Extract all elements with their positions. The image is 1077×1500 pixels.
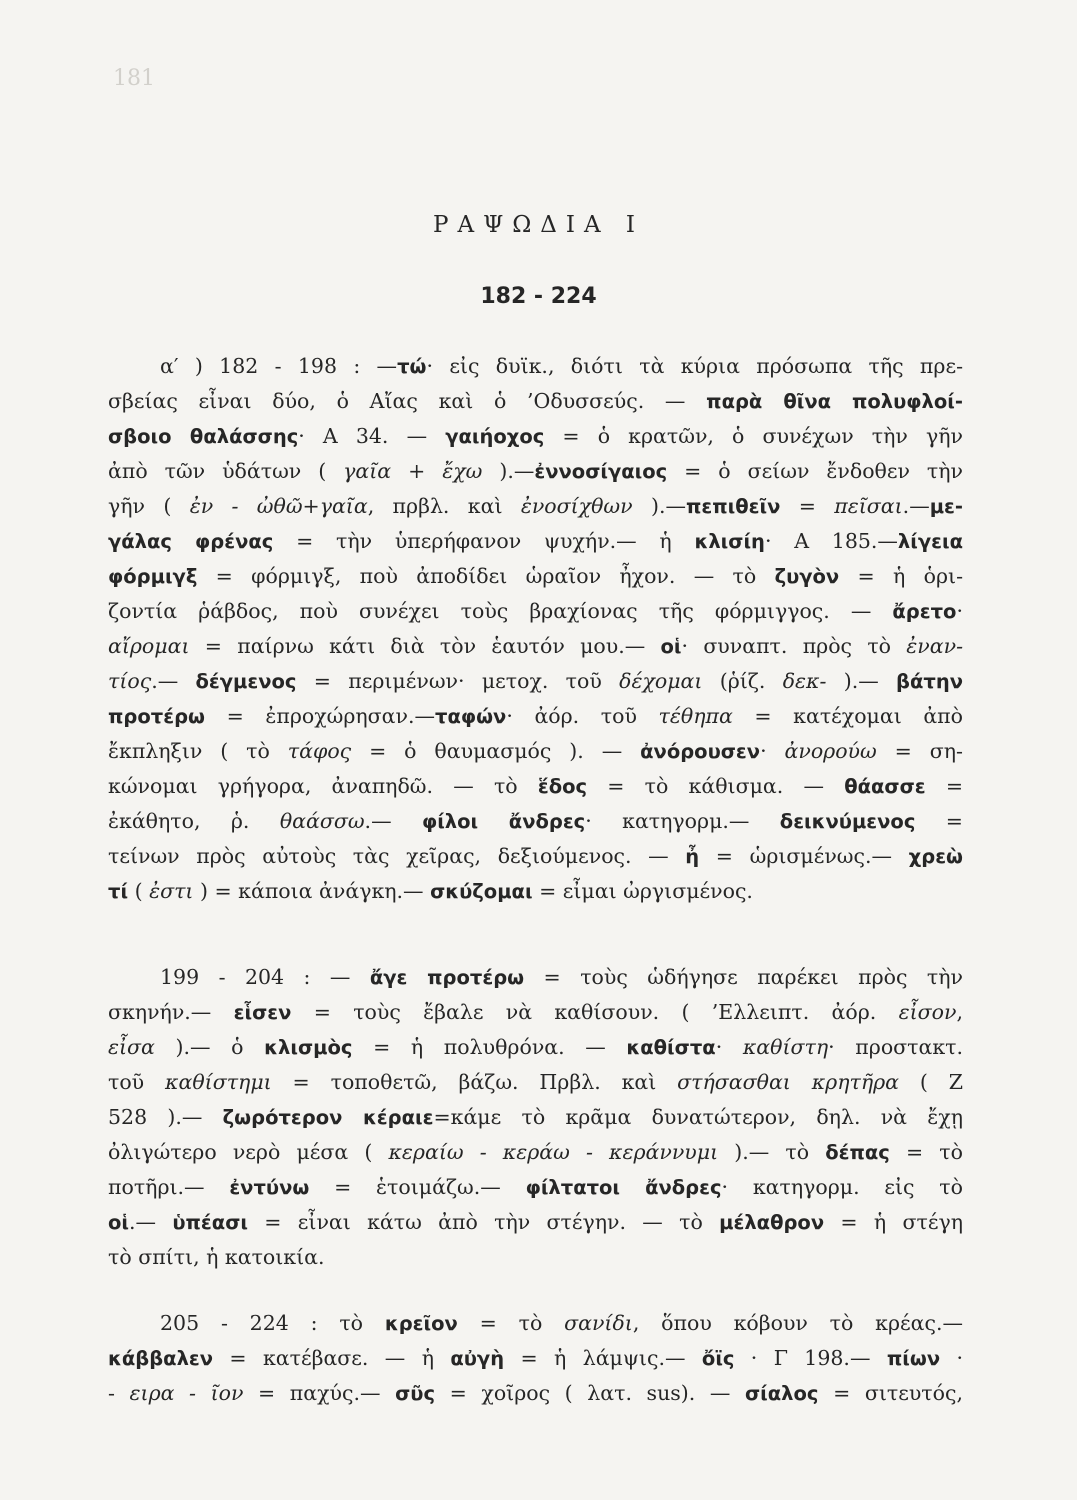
gloss-text: τείνων πρὸς αὐτοὺς τὰς χεῖρας, δεξιούμενος. — [108, 844, 686, 868]
gloss-text: = [915, 809, 963, 833]
lemma-term: οἱ [660, 635, 682, 658]
lemma-term: προτέρω [108, 705, 205, 728]
gloss-text: .— [151, 669, 196, 693]
gloss-text: ἔκπληξιν ( τὸ [108, 739, 288, 763]
italic-term: τίος [108, 669, 152, 693]
italic-term: καθίστημι [165, 1070, 272, 1094]
gloss-text: - [108, 1381, 130, 1405]
gloss-text: · κατηγορμ.— [585, 809, 780, 833]
gloss-text: · ἀόρ. τοῦ [506, 704, 659, 728]
lemma-term: κρεῖον [384, 1312, 458, 1335]
gloss-text: = ἡ στέγη [824, 1210, 963, 1234]
italic-term: κεραίω - κεράω - κεράννυμι [388, 1140, 719, 1164]
italic-term: πεῖσαι [834, 494, 903, 518]
lemma-term: ζυγὸν [774, 565, 840, 588]
lemma-term: σῦς [395, 1382, 436, 1405]
gloss-text: , πρβλ. καὶ [367, 494, 521, 518]
lemma-term: ταφών [435, 705, 507, 728]
commentary-section-182-198 [108, 349, 963, 909]
lemma-term: καθίστα [626, 1036, 716, 1059]
gloss-text: = κατέχομαι ἀπὸ [732, 704, 963, 728]
commentary-section-205-224 [108, 1306, 963, 1411]
lemma-term: ἐννοσίγαιος [534, 460, 668, 483]
lemma-term: δέγμενος [195, 670, 297, 693]
lemma-term: σκύζομαι [430, 880, 533, 903]
gloss-text: = τὸ κάθισμα. — [587, 774, 845, 798]
gloss-text: · [760, 739, 785, 763]
gloss-text: σκηνήν.— [108, 1000, 234, 1024]
text-line [108, 524, 963, 559]
lemma-term: χρεὼ [908, 845, 963, 868]
gloss-text: ζοντία ῥάβδος, ποὺ συνέχει τοὺς βραχίονας τῆς φόρμιγγος. — [108, 599, 893, 623]
lemma-term: μέλαθρον [719, 1211, 825, 1234]
text-line [108, 559, 963, 594]
gloss-text: · Γ 198.— [734, 1346, 887, 1370]
gloss-text: = χοῖρος ( λατ. sus). — [435, 1381, 745, 1405]
gloss-text: α′ ) 182 - 198 : — [160, 354, 398, 378]
gloss-text: κώνομαι γρήγορα, ἀναπηδῶ. — τὸ [108, 774, 538, 798]
text-line [108, 384, 963, 419]
gloss-text: = τὸ [457, 1311, 565, 1335]
gloss-text: 205 - 224 : τὸ [160, 1311, 385, 1335]
gloss-text: = ἡ πολυθρόνα. — [352, 1035, 627, 1059]
text-line [108, 1306, 963, 1341]
lemma-term: λίγεια [897, 530, 963, 553]
italic-term: σανίδι [564, 1311, 633, 1335]
gloss-text: · προστακτ. [828, 1035, 963, 1059]
italic-term: στήσασθαι κρητῆρα [677, 1070, 900, 1094]
gloss-text: ( [128, 879, 150, 903]
italic-term: ἐστι [149, 879, 194, 903]
gloss-text: = ση- [876, 739, 963, 763]
italic-term: δέχομαι [619, 669, 703, 693]
gloss-text: = ὁ θαυμασμός ). — [351, 739, 641, 763]
gloss-text: = φόρμιγξ, ποὺ ἀποδίδει ὡραῖον ἦχον. — τὸ [197, 564, 775, 588]
gloss-text: = τοὺς ὡδήγησε παρέκει πρὸς τὴν [524, 965, 963, 989]
gloss-text: .— [129, 1210, 173, 1234]
gloss-text: τὸ σπίτι, ἡ κατοικία. [108, 1245, 325, 1269]
gloss-text: ) = κάποια ἀνάγκη.— [193, 879, 431, 903]
text-line [108, 1205, 963, 1240]
lemma-term: ἦ [685, 845, 700, 868]
lemma-term: πεπιθεῖν [685, 495, 781, 518]
text-line [108, 699, 963, 734]
italic-term: τέθηπα [658, 704, 733, 728]
gloss-text: 199 - 204 : — [160, 965, 370, 989]
gloss-text: = [925, 774, 963, 798]
gloss-text: , [956, 1000, 963, 1024]
gloss-text: · κατηγορμ. εἰς τὸ [721, 1175, 963, 1199]
gloss-text: ὀλιγώτερο νερὸ μέσα ( [108, 1140, 389, 1164]
gloss-text: ).— ὁ [154, 1035, 265, 1059]
gloss-text: = ὁ σείων ἔνδοθεν τὴν [667, 459, 963, 483]
lemma-term: κλισμὸς [264, 1036, 353, 1059]
text-line [108, 454, 963, 489]
lemma-term: γάλας φρένας [108, 530, 274, 553]
italic-term: καθίστη [742, 1035, 829, 1059]
gloss-text: = σιτευτός, [818, 1381, 963, 1405]
gloss-text: = ἑτοιμάζω.— [309, 1175, 526, 1199]
italic-term: ἐναν- [906, 634, 963, 658]
gloss-text: ἐκάθητο, ῥ. [108, 809, 280, 833]
gloss-text: .— [364, 809, 422, 833]
gloss-text: · [715, 1035, 743, 1059]
gloss-text: · Α 185.— [764, 529, 898, 553]
text-line [108, 629, 963, 664]
lemma-term: παρὰ θῖνα πολυφλοί- [706, 390, 963, 413]
italic-term: ἀνορούω [784, 739, 877, 763]
text-line [108, 1030, 963, 1065]
lemma-term: οἱ [108, 1211, 129, 1234]
gloss-text: = παίρνω κάτι διὰ τὸν ἑαυτόν μου.— [189, 634, 661, 658]
text-line [108, 489, 963, 524]
lemma-term: ζωρότερον κέραιε [222, 1106, 434, 1129]
italic-term: ειρα - ῖον [129, 1381, 244, 1405]
italic-term: εἶσα [108, 1035, 155, 1059]
text-line [108, 1240, 963, 1275]
commentary-section-199-204 [108, 960, 963, 1275]
lemma-term: ἀνόρουσεν [640, 740, 761, 763]
gloss-text: = ἡ λάμψις.— [504, 1346, 702, 1370]
gloss-text: = [780, 494, 835, 518]
gloss-text: = παχύς.— [243, 1381, 396, 1405]
lemma-term: ἄρετο [892, 600, 957, 623]
text-line [108, 594, 963, 629]
text-line [108, 1341, 963, 1376]
text-line [108, 1135, 963, 1170]
gloss-text: =κάμε τὸ κρᾶμα δυνατώτερον, δηλ. νὰ ἔχῃ [433, 1105, 963, 1129]
lemma-term: φόρμιγξ [108, 565, 198, 588]
gloss-text: τοῦ [108, 1070, 166, 1094]
lemma-term: δεικνύμενος [779, 810, 916, 833]
text-line [108, 1065, 963, 1100]
line-range-heading: 182 - 224 [480, 284, 597, 309]
italic-term: εἶσον [898, 1000, 957, 1024]
lemma-term: ἐντύνω [229, 1176, 310, 1199]
text-line [108, 874, 963, 909]
lemma-term: ἄγε προτέρω [369, 966, 525, 989]
lemma-term: κάββαλεν [108, 1347, 214, 1370]
text-line [108, 769, 963, 804]
text-line [108, 664, 963, 699]
lemma-term: ὄϊς [701, 1347, 735, 1370]
lemma-term: εἷσεν [233, 1001, 292, 1024]
gloss-text: ).— τὸ [718, 1140, 826, 1164]
gloss-text: σβείας εἶναι δύο, ὁ Αἴας καὶ ὁ ’Οδυσσεύς. — [108, 389, 707, 413]
gloss-text: = τὴν ὑπερήφανον ψυχήν.— ἡ [273, 529, 695, 553]
italic-term: αἴρομαι [108, 634, 190, 658]
gloss-text: ).— [632, 494, 686, 518]
gloss-text: .— [902, 494, 930, 518]
gloss-text: · Α 34. — [298, 424, 446, 448]
italic-term: δεκ- [782, 669, 827, 693]
gloss-text: ἀπὸ τῶν ὑδάτων ( [108, 459, 344, 483]
text-line [108, 839, 963, 874]
running-title: ΡΑΨΩΔΙΑ Ι [432, 212, 645, 238]
lemma-term: αὐγὴ [450, 1347, 505, 1370]
text-line [108, 1100, 963, 1135]
lemma-term: κλισίη [694, 530, 765, 553]
lemma-term: τί [108, 880, 129, 903]
gloss-text: · [956, 599, 963, 623]
lemma-term: με- [929, 495, 963, 518]
gloss-text: ποτῆρι.— [108, 1175, 230, 1199]
gloss-text: · εἰς δυϊκ., διότι τὰ κύρια πρόσωπα τῆς πρε- [426, 354, 963, 378]
text-line [108, 1170, 963, 1205]
lemma-term: φίλοι ἄνδρες [421, 810, 586, 833]
gloss-text: · συναπτ. πρὸς τὸ [681, 634, 907, 658]
gloss-text: ( Ζ [899, 1070, 963, 1094]
lemma-term: ὑπέασι [172, 1211, 248, 1234]
gloss-text: = εἶμαι ὠργισμένος. [532, 879, 753, 903]
lemma-term: σβοιο θαλάσσης [108, 425, 299, 448]
gloss-text: = ἐπροχώρησαν.— [205, 704, 436, 728]
lemma-term: σίαλος [745, 1382, 819, 1405]
gloss-text: = ὁ κρατῶν, ὁ συνέχων τὴν γῆν [544, 424, 963, 448]
text-line [108, 734, 963, 769]
page-number: 181 [113, 66, 155, 91]
text-line [108, 1376, 963, 1411]
gloss-text: = κατέβασε. — ἡ [213, 1346, 451, 1370]
lemma-term: βάτην [896, 670, 963, 693]
lemma-term: γαιήοχος [445, 425, 545, 448]
lemma-term: φίλτατοι ἄνδρες [525, 1176, 722, 1199]
text-line [108, 419, 963, 454]
text-line [108, 995, 963, 1030]
italic-term: θαάσσω [279, 809, 365, 833]
gloss-text: = τὸ [889, 1140, 963, 1164]
gloss-text: = ἡ ὁρι- [839, 564, 963, 588]
lemma-term: τώ [397, 355, 427, 378]
gloss-text: , ὅπου κόβουν τὸ κρέας.— [632, 1311, 963, 1335]
gloss-text: = τοποθετῶ, βάζω. Πρβλ. καὶ [271, 1070, 678, 1094]
lemma-term: ἕδος [537, 775, 588, 798]
text-line [108, 349, 963, 384]
gloss-text: · [940, 1346, 963, 1370]
gloss-text: = τοὺς ἔβαλε νὰ καθίσουν. ( ’Ελλειπτ. ἀόρ. [291, 1000, 899, 1024]
italic-term: ἐν - ὠθῶ+γαῖα [189, 494, 368, 518]
italic-term: τάφος [287, 739, 352, 763]
gloss-text: = ὡρισμένως.— [699, 844, 909, 868]
text-line [108, 804, 963, 839]
lemma-term: θάασσε [844, 775, 926, 798]
text-line [108, 960, 963, 995]
gloss-text: = εἶναι κάτω ἀπὸ τὴν στέγην. — τὸ [247, 1210, 720, 1234]
gloss-text: ).— [482, 459, 535, 483]
gloss-text: γῆν ( [108, 494, 190, 518]
gloss-text: (ῥίζ. [702, 669, 783, 693]
italic-term: ἐνοσίχθων [520, 494, 633, 518]
gloss-text: 528 ).— [108, 1105, 223, 1129]
italic-term: γαῖα + ἔχω [343, 459, 483, 483]
gloss-text: ).— [826, 669, 897, 693]
lemma-term: δέπας [825, 1141, 890, 1164]
gloss-text: = περιμένων· μετοχ. τοῦ [296, 669, 620, 693]
lemma-term: πίων [886, 1347, 941, 1370]
